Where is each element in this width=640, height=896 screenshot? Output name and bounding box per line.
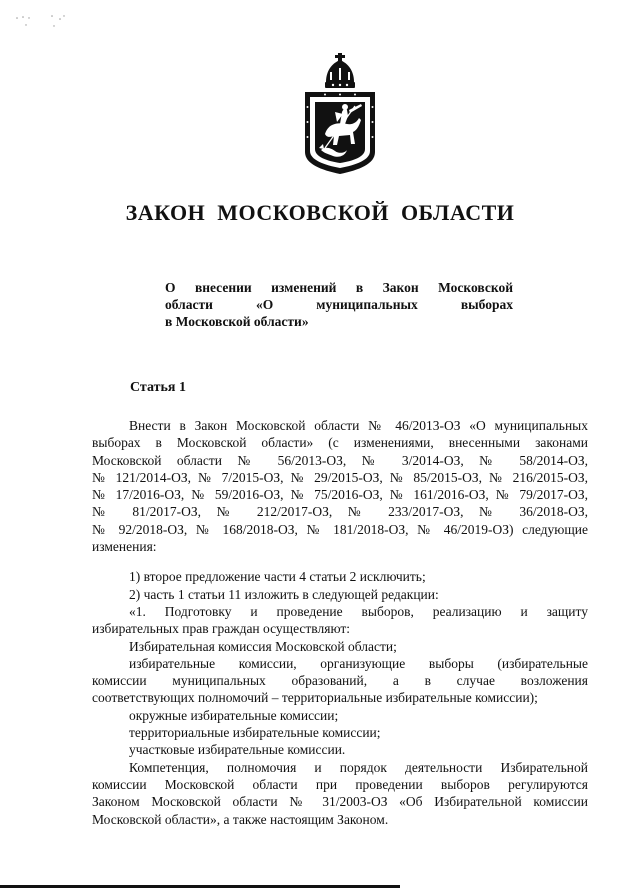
body-line: территориальные избирательные комиссии; <box>129 725 381 741</box>
body-line: соответствующих полномочий – территориальные избирательные комиссии); <box>92 690 538 706</box>
body-line: окружные избирательные комиссии; <box>129 707 339 723</box>
body-line: № 121/2014-ОЗ, № 7/2015-ОЗ, № 29/2015-ОЗ, № 85/2015-ОЗ, № 216/2015-ОЗ, <box>92 469 588 485</box>
paragraph-gap <box>92 555 588 568</box>
body-line: Законом Московской области № 31/2003-ОЗ «Об Избирательной комиссии <box>92 794 588 810</box>
body-line: выборах в Московской области» (с изменениями, внесенными законами <box>92 435 588 451</box>
law-subject <box>165 279 513 330</box>
body-line: № 92/2018-ОЗ, № 168/2018-ОЗ, № 181/2018-ОЗ, № 46/2019-ОЗ) следующие <box>92 521 588 537</box>
body-line: Компетенция, полномочия и порядок деятельности Избирательной <box>129 759 588 775</box>
body-line: комиссии Московской области при проведении выборов регулируются <box>92 776 588 792</box>
article-body <box>92 417 588 828</box>
body-line: изменения: <box>92 539 157 555</box>
scan-artifact-marks <box>14 12 74 30</box>
body-line: 1) второе предложение части 4 статьи 2 исключить; <box>129 569 426 585</box>
subject-line: области «О муниципальных выборах <box>165 297 513 312</box>
body-line: комиссии муниципальных образований, а в случае возложения <box>92 673 588 689</box>
body-line: участковые избирательные комиссии. <box>129 742 346 758</box>
moscow-oblast-coat-of-arms-icon <box>295 52 385 177</box>
document-title: ЗАКОН МОСКОВСКОЙ ОБЛАСТИ <box>125 200 515 225</box>
body-line: № 17/2016-ОЗ, № 59/2016-ОЗ, № 75/2016-ОЗ, № 161/2016-ОЗ, № 79/2017-ОЗ, <box>92 487 588 503</box>
body-line: Московской области», а также настоящим Законом. <box>92 811 389 827</box>
body-line: № 81/2017-ОЗ, № 212/2017-ОЗ, № 233/2017-ОЗ, № 36/2018-ОЗ, <box>92 504 588 520</box>
body-line: 2) часть 1 статьи 11 изложить в следующей редакции: <box>129 586 439 602</box>
body-line: избирательных прав граждан осуществляют: <box>92 621 350 637</box>
body-line: Московской области № 56/2013-ОЗ, № 3/2014-ОЗ, № 58/2014-ОЗ, <box>92 452 588 468</box>
subject-line: в Московской области» <box>165 314 309 329</box>
body-line: «1. Подготовку и проведение выборов, реализацию и защиту <box>129 603 588 619</box>
body-line: Внести в Закон Московской области № 46/2013-ОЗ «О муниципальных <box>129 418 588 433</box>
body-line: Избирательная комиссия Московской области; <box>129 638 397 654</box>
article-heading: Статья 1 <box>130 380 186 395</box>
footer-rule <box>0 885 400 888</box>
body-line: избирательные комиссии, организующие выборы (избирательные <box>129 655 588 671</box>
subject-line: О внесении изменений в Закон Московской <box>165 280 513 295</box>
